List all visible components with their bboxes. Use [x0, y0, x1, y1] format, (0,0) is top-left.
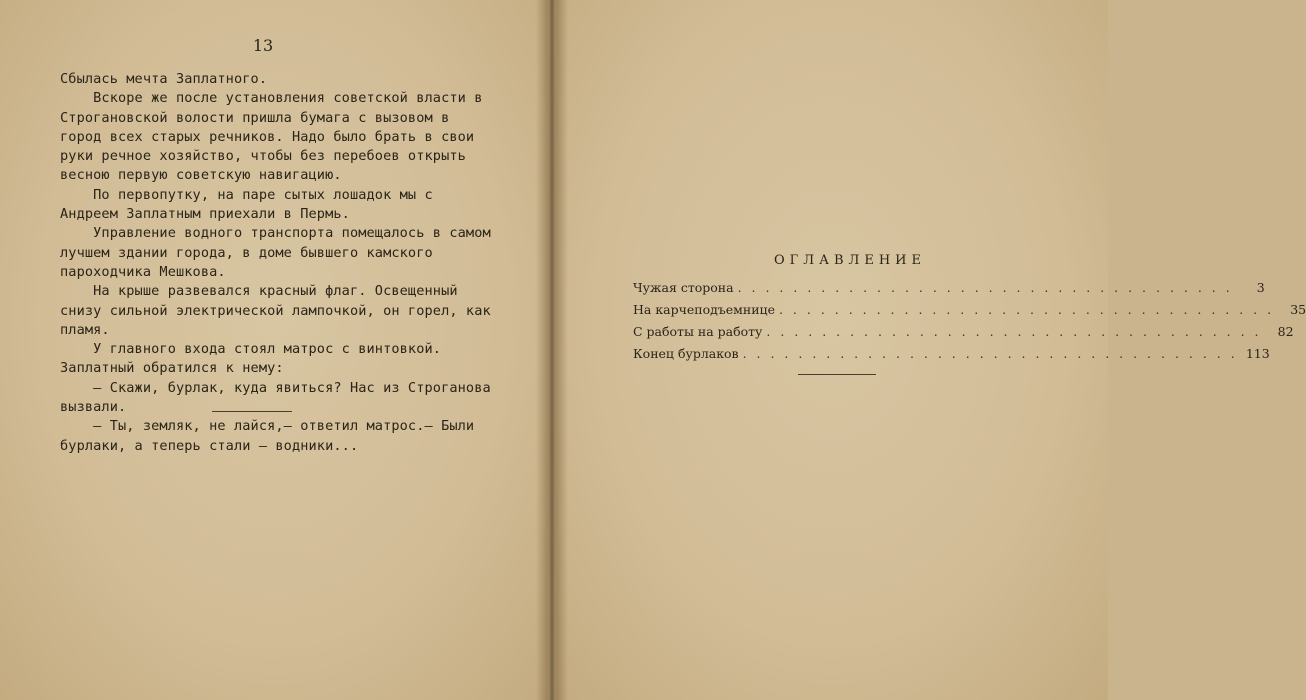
- paragraph: Вскоре же после установления советской власти в Строгановской волости пришла бумага с вызовом в город всех старых речников. Надо было брать в свои руки речное хозяйство, чтобы без перебоев открыть весною первую советскую навигацию.: [60, 90, 491, 184]
- table-of-contents: [633, 280, 1306, 368]
- toc-leader-dots: . . . . . . . . . . . . . . . . . . . . . . . . . . . . . . . . . . . .: [737, 280, 1233, 295]
- toc-entry-title: На карчеподъемнице: [633, 302, 775, 317]
- toc-title: ОГЛАВЛЕНИЕ: [773, 253, 926, 268]
- toc-leader-dots: . . . . . . . . . . . . . . . . . . . . . . . . . . . . . . . . . . . .: [742, 346, 1238, 361]
- left-page: [0, 0, 548, 700]
- toc-leader-dots: . . . . . . . . . . . . . . . . . . . . . . . . . . . . . . . . . . . .: [766, 324, 1262, 339]
- paragraph: — Ты, земляк, не лайся,— ответил матрос.— Были бурлаки, а теперь стали — водники...: [60, 418, 483, 454]
- end-rule: [798, 374, 876, 375]
- toc-entry: [633, 302, 1306, 324]
- page-number: 13: [252, 36, 274, 55]
- toc-leader-dots: . . . . . . . . . . . . . . . . . . . . . . . . . . . . . . . . . . . .: [778, 302, 1275, 317]
- paragraph: — Скажи, бурлак, куда явиться? Нас из Строганова вызвали.: [60, 379, 500, 416]
- paragraph: По первопутку, на паре сытых лошадок мы с Андреем Заплатным приехали в Пермь.: [60, 186, 442, 223]
- toc-entry-title: С работы на работу: [633, 324, 763, 339]
- paragraph: На крыше развевался красный флаг. Освещенный снизу сильной электрической лампочкой, он горел, как пламя.: [60, 283, 500, 338]
- toc-entry-title: Конец бурлаков: [633, 346, 739, 361]
- book-gutter: [536, 0, 568, 700]
- toc-entry-page: 3: [1256, 280, 1265, 295]
- paragraph: У главного входа стоял матрос с винтовкой. Заплатный обратился к нему:: [60, 341, 450, 377]
- toc-entry-page: 113: [1245, 346, 1270, 361]
- toc-entry-title: Чужая сторона: [633, 280, 734, 295]
- toc-entry: [633, 324, 1294, 346]
- page-body-text: [60, 70, 500, 456]
- toc-entry-page: 82: [1277, 324, 1294, 339]
- end-rule: [212, 411, 292, 412]
- paragraph: Сбылась мечта Заплатного.: [60, 71, 268, 87]
- paragraph: Управление водного транспорта помещалось в самом лучшем здании города, в доме бывшего камского пароходчика Мешкова.: [60, 225, 500, 280]
- toc-entry: [633, 346, 1270, 368]
- toc-entry-page: 35: [1290, 302, 1306, 317]
- toc-entry: [633, 280, 1265, 302]
